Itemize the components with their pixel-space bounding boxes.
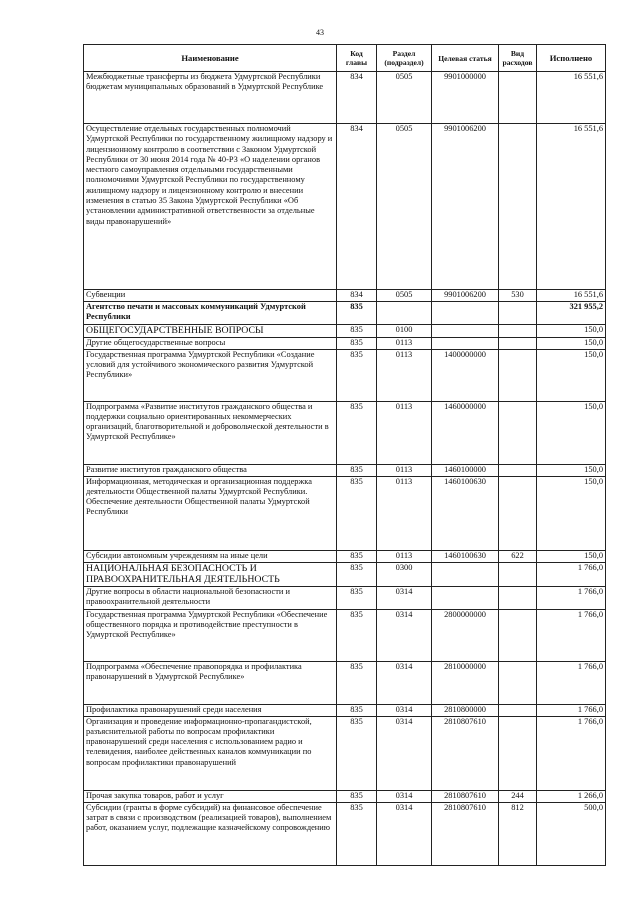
cell-amount: 1 766,0: [537, 716, 606, 790]
cell-section: 0314: [377, 704, 432, 716]
cell-name: Субсидии (гранты в форме субсидий) на финансовое обеспечение затрат в связи с производством (реализацией товаров), выполнением работ, оказанием услуг, подлежащие казначейскому сопровождению: [84, 802, 337, 865]
cell-section: [377, 302, 432, 325]
cell-name: Межбюджетные трансферты из бюджета Удмуртской Республики бюджетам муниципальных образований в Удмуртской Республике: [84, 72, 337, 124]
cell-code: 835: [337, 802, 377, 865]
cell-expense: [499, 609, 537, 661]
cell-code: 834: [337, 124, 377, 290]
table-row: [84, 790, 606, 802]
cell-amount: 16 551,6: [537, 72, 606, 124]
cell-amount: 16 551,6: [537, 124, 606, 290]
cell-section: 0113: [377, 349, 432, 401]
cell-expense: [499, 349, 537, 401]
cell-item: 1460100000: [432, 464, 499, 476]
cell-item: [432, 302, 499, 325]
cell-section: 0113: [377, 401, 432, 464]
cell-expense: [499, 302, 537, 325]
cell-amount: 1 766,0: [537, 704, 606, 716]
cell-code: 835: [337, 349, 377, 401]
cell-expense: [499, 716, 537, 790]
cell-expense: [499, 562, 537, 586]
budget-table: [83, 44, 606, 866]
table-row: [84, 464, 606, 476]
cell-expense: [499, 337, 537, 349]
cell-section: 0314: [377, 609, 432, 661]
table-row: [84, 401, 606, 464]
cell-expense: [499, 72, 537, 124]
cell-code: 835: [337, 586, 377, 609]
cell-name: Осуществление отдельных государственных полномочий Удмуртской Республики по государственному жилищному надзору и лицензионному контролю в соответствии с Законом Удмуртской Республики от 30 июня 2014 года № 40-РЗ «О наделении органов местного самоуправления отдельными государственными полномочиями Удмуртской Республики по государственному жилищному надзору и лицензионному контролю и внесении изменения в статью 35 Закона Удмуртской Республики «Об установлении административной ответственности за отдельные виды правонарушений»: [84, 124, 337, 290]
cell-code: 835: [337, 464, 377, 476]
cell-section: 0314: [377, 586, 432, 609]
header-expense: Вид расходов: [499, 45, 537, 72]
cell-amount: 150,0: [537, 476, 606, 550]
cell-name: Подпрограмма «Обеспечение правопорядка и профилактика правонарушений в Удмуртской Республике»: [84, 661, 337, 704]
cell-item: 9901006200: [432, 124, 499, 290]
cell-expense: [499, 464, 537, 476]
table-row: [84, 550, 606, 562]
cell-item: [432, 562, 499, 586]
cell-code: 835: [337, 790, 377, 802]
cell-expense: 530: [499, 290, 537, 302]
cell-item: 1460100630: [432, 476, 499, 550]
header-section: Раздел (подраздел): [377, 45, 432, 72]
cell-expense: 622: [499, 550, 537, 562]
table-row: [84, 290, 606, 302]
cell-name: Государственная программа Удмуртской Республики «Создание условий для устойчивого экономического развития Удмуртской Республики»: [84, 349, 337, 401]
table-row: [84, 72, 606, 124]
cell-item: 1400000000: [432, 349, 499, 401]
cell-section: 0505: [377, 124, 432, 290]
cell-item: 1460100630: [432, 550, 499, 562]
cell-name: Организация и проведение информационно-пропагандистской, разъяснительной работы по вопросам профилактики правонарушений среди населения с использованием радио и телевидения, наиболее действенных каналов коммуникации по вопросам профилактики правонарушений: [84, 716, 337, 790]
cell-section: 0300: [377, 562, 432, 586]
table-header-row: [84, 45, 606, 72]
header-amount: Исполнено: [537, 45, 606, 72]
cell-expense: 812: [499, 802, 537, 865]
cell-name: Субсидии автономным учреждениям на иные цели: [84, 550, 337, 562]
table-row: [84, 562, 606, 586]
cell-amount: 1 766,0: [537, 586, 606, 609]
cell-code: 835: [337, 661, 377, 704]
cell-amount: 150,0: [537, 464, 606, 476]
cell-code: 835: [337, 337, 377, 349]
cell-item: 1460000000: [432, 401, 499, 464]
table-row: [84, 349, 606, 401]
cell-amount: 1 766,0: [537, 661, 606, 704]
cell-name: Агентство печати и массовых коммуникаций Удмуртской Республики: [84, 302, 337, 325]
table-row: [84, 124, 606, 290]
cell-section: 0505: [377, 290, 432, 302]
cell-item: 9901006200: [432, 290, 499, 302]
cell-section: 0113: [377, 464, 432, 476]
cell-amount: 1 266,0: [537, 790, 606, 802]
cell-code: 834: [337, 72, 377, 124]
cell-code: 835: [337, 401, 377, 464]
cell-section: 0314: [377, 802, 432, 865]
table-row: [84, 704, 606, 716]
cell-item: 2810000000: [432, 661, 499, 704]
cell-expense: 244: [499, 790, 537, 802]
cell-name: Информационная, методическая и организационная поддержка деятельности Общественной палаты Удмуртской Республики. Обеспечение деятельности Общественной палаты Удмуртской Республики: [84, 476, 337, 550]
cell-amount: 1 766,0: [537, 562, 606, 586]
cell-item: 2800000000: [432, 609, 499, 661]
table-row: [84, 337, 606, 349]
cell-expense: [499, 325, 537, 338]
cell-expense: [499, 586, 537, 609]
cell-item: 2810800000: [432, 704, 499, 716]
cell-section: 0113: [377, 550, 432, 562]
cell-section: 0113: [377, 337, 432, 349]
cell-expense: [499, 661, 537, 704]
table-row: [84, 476, 606, 550]
cell-name: Подпрограмма «Развитие институтов гражданского общества и поддержки социально ориентированных некоммерческих организаций, благотворительной и добровольческой деятельности в Удмуртской Республике»: [84, 401, 337, 464]
cell-name: ОБЩЕГОСУДАРСТВЕННЫЕ ВОПРОСЫ: [84, 325, 337, 338]
cell-item: 2810807610: [432, 716, 499, 790]
cell-section: 0113: [377, 476, 432, 550]
table-row: [84, 586, 606, 609]
table-row: [84, 325, 606, 338]
cell-name: Другие общегосударственные вопросы: [84, 337, 337, 349]
cell-section: 0314: [377, 716, 432, 790]
cell-code: 835: [337, 716, 377, 790]
cell-code: 835: [337, 325, 377, 338]
cell-section: 0100: [377, 325, 432, 338]
cell-code: 835: [337, 302, 377, 325]
cell-name: НАЦИОНАЛЬНАЯ БЕЗОПАСНОСТЬ И ПРАВООХРАНИТЕЛЬНАЯ ДЕЯТЕЛЬНОСТЬ: [84, 562, 337, 586]
cell-amount: 150,0: [537, 550, 606, 562]
cell-amount: 321 955,2: [537, 302, 606, 325]
table-row: [84, 802, 606, 865]
cell-expense: [499, 124, 537, 290]
cell-amount: 150,0: [537, 401, 606, 464]
table-row: [84, 609, 606, 661]
cell-name: Государственная программа Удмуртской Республики «Обеспечение общественного порядка и противодействие преступности в Удмуртской Республике»: [84, 609, 337, 661]
cell-code: 835: [337, 476, 377, 550]
cell-amount: 150,0: [537, 325, 606, 338]
cell-expense: [499, 401, 537, 464]
cell-code: 834: [337, 290, 377, 302]
cell-item: [432, 586, 499, 609]
cell-amount: 16 551,6: [537, 290, 606, 302]
cell-expense: [499, 704, 537, 716]
cell-expense: [499, 476, 537, 550]
cell-amount: 150,0: [537, 349, 606, 401]
cell-item: 2810807610: [432, 790, 499, 802]
cell-name: Субвенции: [84, 290, 337, 302]
table-row: [84, 302, 606, 325]
cell-name: Развитие институтов гражданского общества: [84, 464, 337, 476]
cell-section: 0314: [377, 790, 432, 802]
cell-code: 835: [337, 704, 377, 716]
cell-item: 9901000000: [432, 72, 499, 124]
cell-name: Профилактика правонарушений среди населения: [84, 704, 337, 716]
table-row: [84, 716, 606, 790]
cell-code: 835: [337, 550, 377, 562]
header-code: Код главы: [337, 45, 377, 72]
header-item: Целевая статья: [432, 45, 499, 72]
cell-name: Другие вопросы в области национальной безопасности и правоохранительной деятельности: [84, 586, 337, 609]
cell-section: 0314: [377, 661, 432, 704]
cell-item: 2810807610: [432, 802, 499, 865]
cell-item: [432, 337, 499, 349]
cell-code: 835: [337, 609, 377, 661]
table-row: [84, 661, 606, 704]
cell-item: [432, 325, 499, 338]
cell-amount: 1 766,0: [537, 609, 606, 661]
page-number: 43: [316, 28, 324, 37]
cell-name: Прочая закупка товаров, работ и услуг: [84, 790, 337, 802]
cell-code: 835: [337, 562, 377, 586]
header-name: Наименование: [84, 45, 337, 72]
cell-amount: 500,0: [537, 802, 606, 865]
cell-section: 0505: [377, 72, 432, 124]
cell-amount: 150,0: [537, 337, 606, 349]
